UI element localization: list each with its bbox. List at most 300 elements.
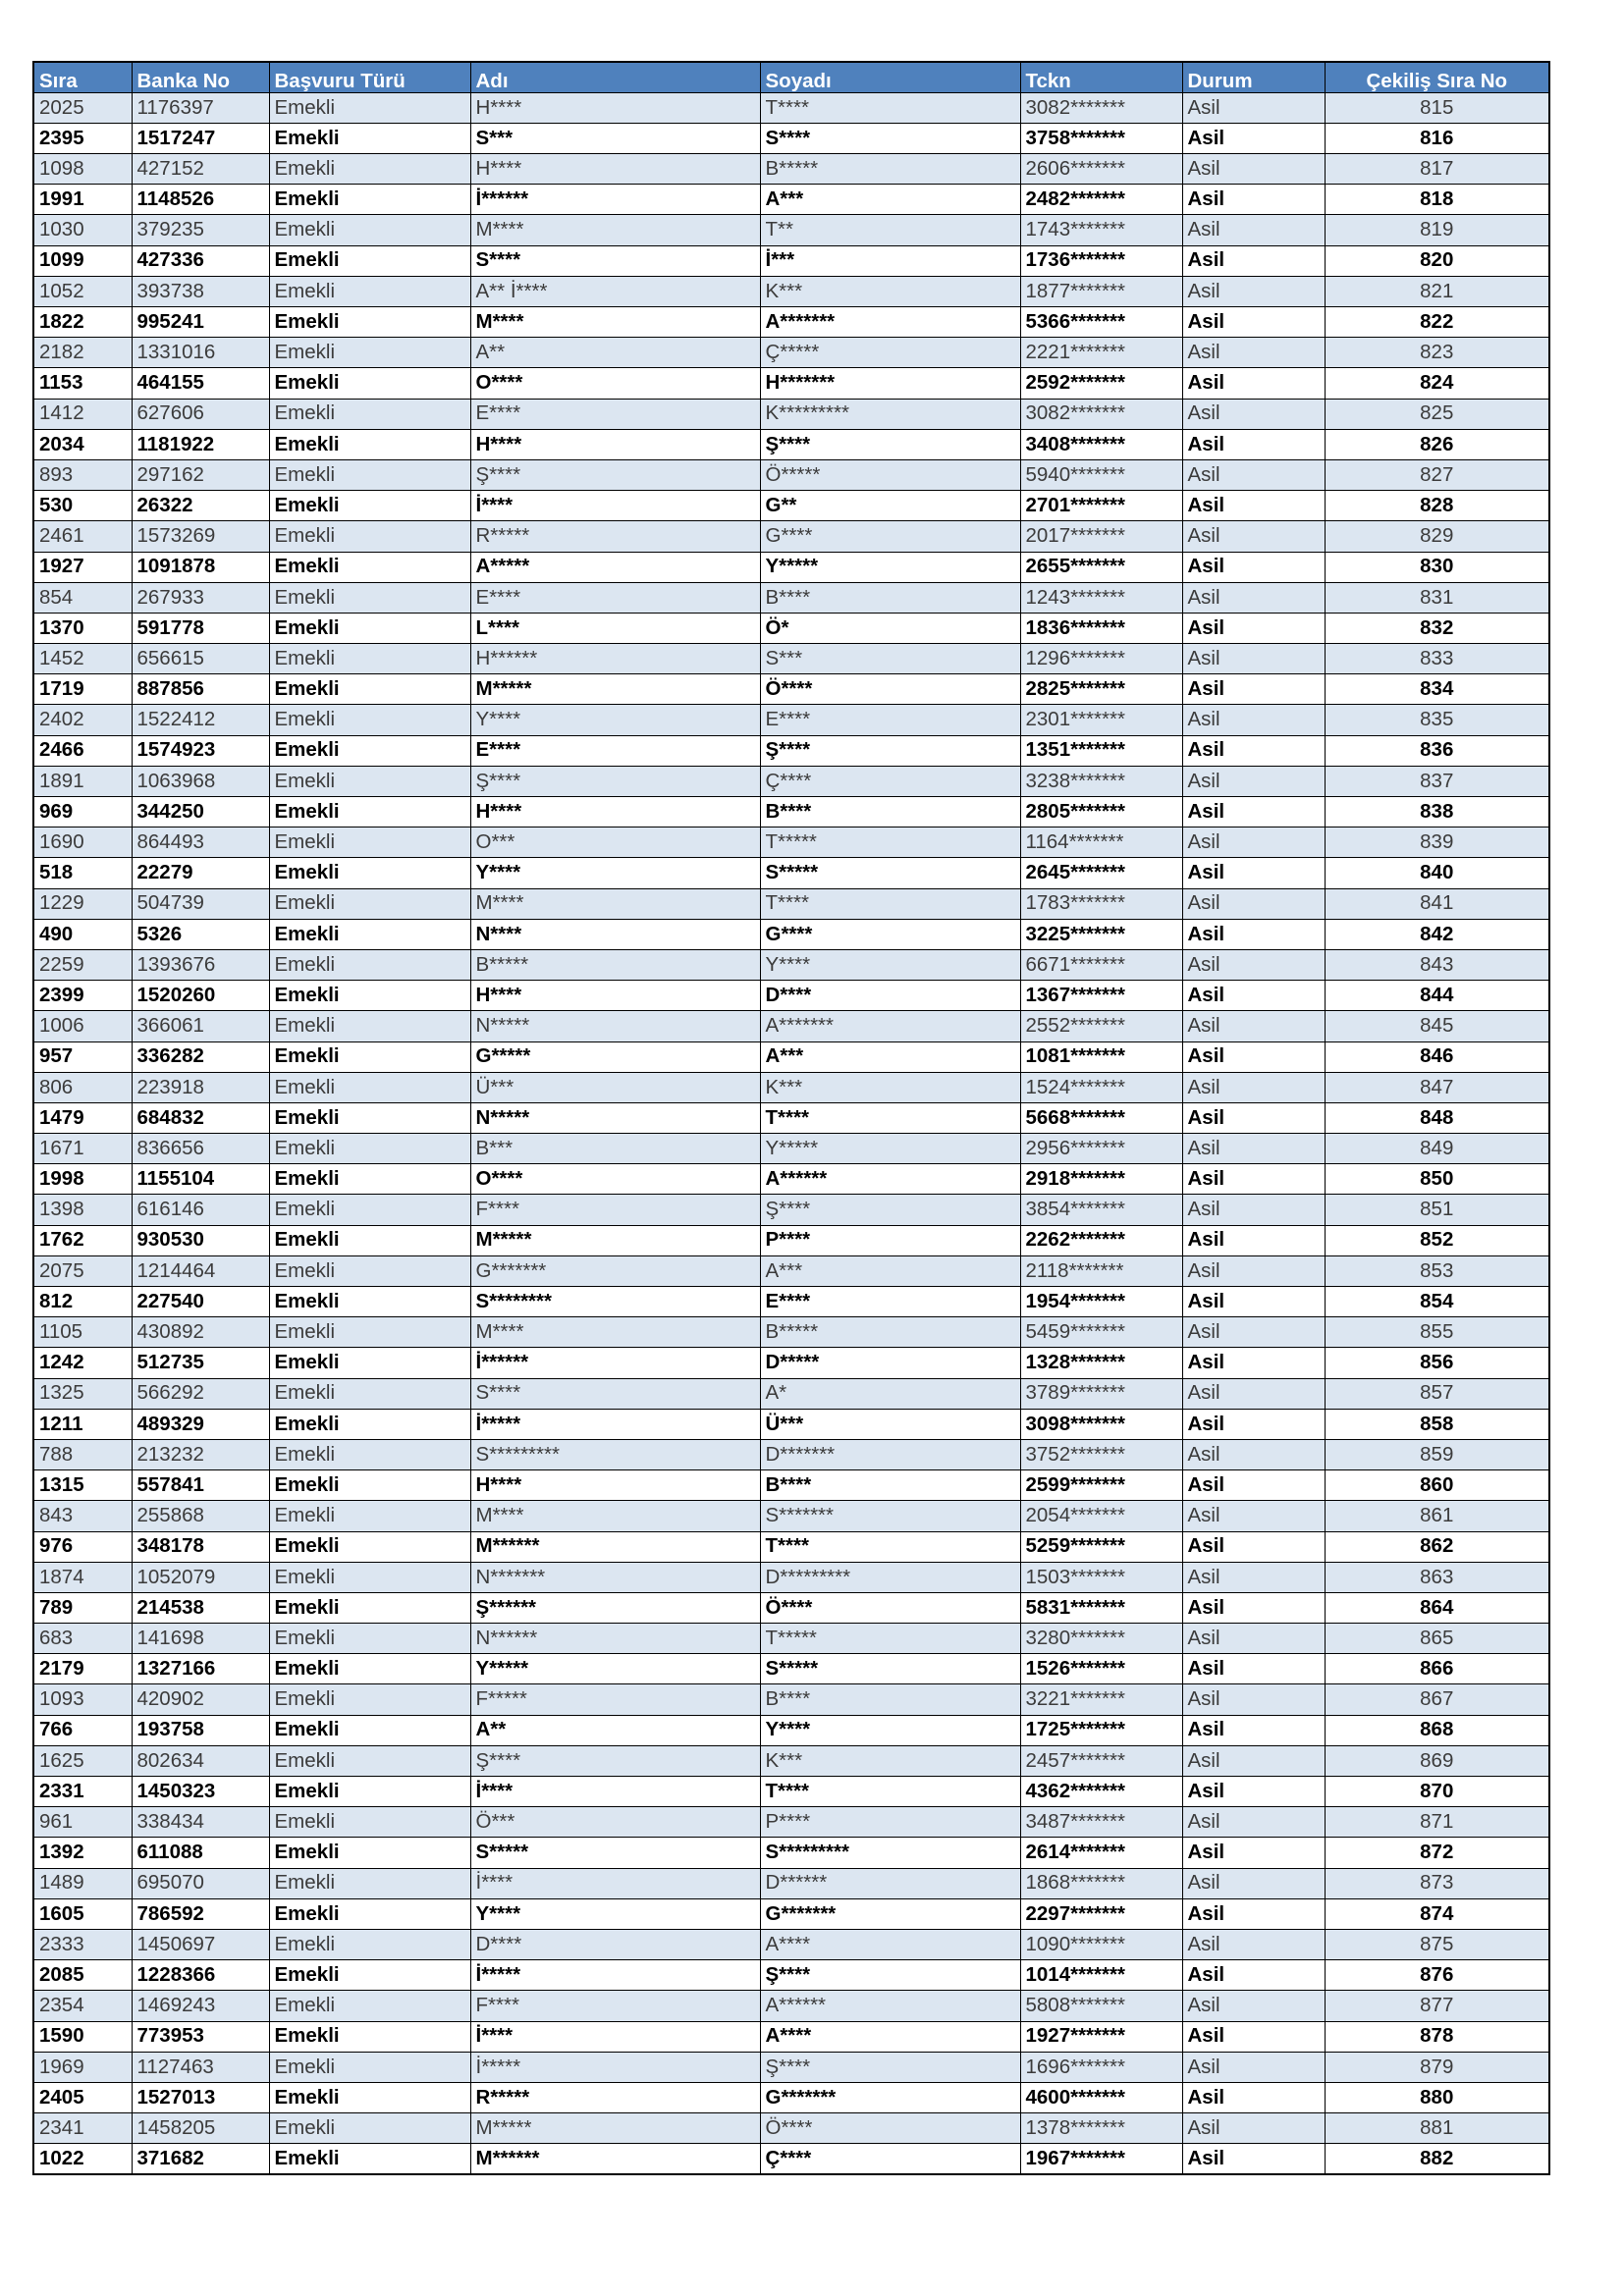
cell-soyadi: D***** — [760, 1348, 1020, 1378]
cell-banka_no: 26322 — [132, 491, 269, 521]
cell-sira: 1052 — [33, 276, 132, 306]
cell-sira: 1671 — [33, 1134, 132, 1164]
cell-durum: Asil — [1182, 399, 1325, 429]
cell-tckn: 5831******* — [1020, 1592, 1182, 1623]
cell-cekilis_sira_no: 822 — [1325, 307, 1549, 338]
cell-sira: 1489 — [33, 1868, 132, 1898]
cell-basvuru_turu: Emekli — [269, 1102, 470, 1133]
cell-sira: 2405 — [33, 2082, 132, 2112]
cell-banka_no: 1458205 — [132, 2113, 269, 2144]
cell-sira: 1022 — [33, 2144, 132, 2174]
cell-banka_no: 512735 — [132, 1348, 269, 1378]
cell-tckn: 1503******* — [1020, 1562, 1182, 1592]
cell-basvuru_turu: Emekli — [269, 888, 470, 919]
column-header-sira: Sıra — [33, 62, 132, 92]
cell-durum: Asil — [1182, 215, 1325, 245]
cell-sira: 1927 — [33, 552, 132, 582]
cell-basvuru_turu: Emekli — [269, 2021, 470, 2052]
cell-soyadi: Y**** — [760, 949, 1020, 980]
cell-soyadi: S***** — [760, 1654, 1020, 1684]
cell-soyadi: T***** — [760, 1624, 1020, 1654]
cell-banka_no: 22279 — [132, 858, 269, 888]
cell-basvuru_turu: Emekli — [269, 1624, 470, 1654]
cell-cekilis_sira_no: 828 — [1325, 491, 1549, 521]
cell-banka_no: 1148526 — [132, 185, 269, 215]
cell-soyadi: D******* — [760, 1439, 1020, 1469]
cell-tckn: 2118******* — [1020, 1255, 1182, 1286]
cell-sira: 1590 — [33, 2021, 132, 2052]
cell-tckn: 1783******* — [1020, 888, 1182, 919]
cell-durum: Asil — [1182, 858, 1325, 888]
cell-sira: 843 — [33, 1501, 132, 1531]
cell-adi: H**** — [470, 154, 760, 185]
cell-basvuru_turu: Emekli — [269, 429, 470, 459]
cell-soyadi: Ö***** — [760, 459, 1020, 490]
table-row — [33, 2113, 1549, 2144]
table-row — [33, 1991, 1549, 2021]
table-row — [33, 338, 1549, 368]
cell-banka_no: 1052079 — [132, 1562, 269, 1592]
cell-sira: 1625 — [33, 1745, 132, 1776]
cell-adi: F**** — [470, 1991, 760, 2021]
cell-sira: 1762 — [33, 1225, 132, 1255]
cell-sira: 961 — [33, 1807, 132, 1838]
cell-soyadi: T** — [760, 215, 1020, 245]
cell-soyadi: A* — [760, 1378, 1020, 1409]
cell-adi: N****** — [470, 1624, 760, 1654]
cell-basvuru_turu: Emekli — [269, 245, 470, 276]
cell-adi: S******** — [470, 1287, 760, 1317]
cell-soyadi: K*** — [760, 1745, 1020, 1776]
cell-tckn: 1328******* — [1020, 1348, 1182, 1378]
table-row — [33, 1684, 1549, 1715]
cell-sira: 1392 — [33, 1838, 132, 1868]
cell-cekilis_sira_no: 858 — [1325, 1409, 1549, 1439]
cell-durum: Asil — [1182, 1715, 1325, 1745]
cell-cekilis_sira_no: 831 — [1325, 582, 1549, 613]
table-row — [33, 1255, 1549, 1286]
cell-tckn: 3082******* — [1020, 92, 1182, 123]
cell-sira: 1229 — [33, 888, 132, 919]
cell-adi: M****** — [470, 2144, 760, 2174]
cell-sira: 1030 — [33, 215, 132, 245]
cell-banka_no: 464155 — [132, 368, 269, 399]
cell-banka_no: 489329 — [132, 1409, 269, 1439]
table-row — [33, 185, 1549, 215]
cell-durum: Asil — [1182, 1592, 1325, 1623]
cell-soyadi: İ*** — [760, 245, 1020, 276]
cell-durum: Asil — [1182, 1898, 1325, 1929]
cell-durum: Asil — [1182, 582, 1325, 613]
cell-adi: M**** — [470, 1501, 760, 1531]
cell-basvuru_turu: Emekli — [269, 766, 470, 796]
cell-banka_no: 267933 — [132, 582, 269, 613]
table-row — [33, 858, 1549, 888]
table-row — [33, 705, 1549, 735]
cell-banka_no: 1327166 — [132, 1654, 269, 1684]
table-row — [33, 1164, 1549, 1195]
cell-sira: 2466 — [33, 735, 132, 766]
cell-durum: Asil — [1182, 245, 1325, 276]
table-row — [33, 2082, 1549, 2112]
cell-durum: Asil — [1182, 1164, 1325, 1195]
cell-soyadi: A*** — [760, 1041, 1020, 1072]
table-row — [33, 1072, 1549, 1102]
cell-adi: S***** — [470, 1838, 760, 1868]
cell-banka_no: 344250 — [132, 797, 269, 828]
cell-tckn: 3854******* — [1020, 1195, 1182, 1225]
cell-tckn: 5940******* — [1020, 459, 1182, 490]
cell-banka_no: 297162 — [132, 459, 269, 490]
cell-adi: N***** — [470, 1102, 760, 1133]
cell-adi: İ***** — [470, 1960, 760, 1991]
cell-adi: Ü*** — [470, 1072, 760, 1102]
cell-sira: 1874 — [33, 1562, 132, 1592]
cell-basvuru_turu: Emekli — [269, 981, 470, 1011]
cell-banka_no: 393738 — [132, 276, 269, 306]
table-row — [33, 459, 1549, 490]
cell-adi: L**** — [470, 613, 760, 643]
cell-cekilis_sira_no: 815 — [1325, 92, 1549, 123]
cell-cekilis_sira_no: 857 — [1325, 1378, 1549, 1409]
cell-sira: 1315 — [33, 1470, 132, 1501]
table-row — [33, 1777, 1549, 1807]
cell-sira: 2395 — [33, 123, 132, 153]
cell-tckn: 2956******* — [1020, 1134, 1182, 1164]
cell-durum: Asil — [1182, 1011, 1325, 1041]
cell-adi: H**** — [470, 981, 760, 1011]
cell-sira: 490 — [33, 919, 132, 949]
cell-banka_no: 1573269 — [132, 521, 269, 552]
cell-sira: 1242 — [33, 1348, 132, 1378]
table-row — [33, 245, 1549, 276]
cell-soyadi: S*** — [760, 644, 1020, 674]
cell-sira: 1991 — [33, 185, 132, 215]
cell-sira: 2399 — [33, 981, 132, 1011]
cell-banka_no: 627606 — [132, 399, 269, 429]
cell-soyadi: A******* — [760, 1011, 1020, 1041]
cell-banka_no: 1393676 — [132, 949, 269, 980]
cell-basvuru_turu: Emekli — [269, 582, 470, 613]
cell-adi: İ**** — [470, 2021, 760, 2052]
cell-tckn: 3408******* — [1020, 429, 1182, 459]
cell-sira: 2182 — [33, 338, 132, 368]
cell-soyadi: A*** — [760, 1255, 1020, 1286]
cell-banka_no: 773953 — [132, 2021, 269, 2052]
cell-banka_no: 930530 — [132, 1225, 269, 1255]
cell-banka_no: 1450323 — [132, 1777, 269, 1807]
table-row — [33, 1592, 1549, 1623]
cell-banka_no: 1214464 — [132, 1255, 269, 1286]
cell-banka_no: 616146 — [132, 1195, 269, 1225]
cell-adi: A** — [470, 1715, 760, 1745]
cell-tckn: 1524******* — [1020, 1072, 1182, 1102]
cell-basvuru_turu: Emekli — [269, 2082, 470, 2112]
cell-durum: Asil — [1182, 1868, 1325, 1898]
cell-soyadi: G**** — [760, 521, 1020, 552]
cell-basvuru_turu: Emekli — [269, 1317, 470, 1348]
cell-tckn: 1378******* — [1020, 2113, 1182, 2144]
table-row — [33, 307, 1549, 338]
cell-soyadi: Ş**** — [760, 1195, 1020, 1225]
cell-soyadi: Ş**** — [760, 2052, 1020, 2082]
cell-basvuru_turu: Emekli — [269, 1164, 470, 1195]
cell-sira: 788 — [33, 1439, 132, 1469]
table-row — [33, 1011, 1549, 1041]
cell-tckn: 1526******* — [1020, 1654, 1182, 1684]
cell-tckn: 1736******* — [1020, 245, 1182, 276]
table-row — [33, 797, 1549, 828]
cell-durum: Asil — [1182, 185, 1325, 215]
table-row — [33, 123, 1549, 153]
cell-tckn: 4600******* — [1020, 2082, 1182, 2112]
cell-tckn: 5459******* — [1020, 1317, 1182, 1348]
cell-adi: A** İ**** — [470, 276, 760, 306]
cell-tckn: 3758******* — [1020, 123, 1182, 153]
cell-basvuru_turu: Emekli — [269, 1684, 470, 1715]
cell-durum: Asil — [1182, 123, 1325, 153]
cell-sira: 2341 — [33, 2113, 132, 2144]
cell-banka_no: 5326 — [132, 919, 269, 949]
cell-tckn: 3082******* — [1020, 399, 1182, 429]
cell-cekilis_sira_no: 829 — [1325, 521, 1549, 552]
cell-basvuru_turu: Emekli — [269, 1255, 470, 1286]
cell-tckn: 2482******* — [1020, 185, 1182, 215]
cell-tckn: 1877******* — [1020, 276, 1182, 306]
cell-cekilis_sira_no: 817 — [1325, 154, 1549, 185]
cell-banka_no: 611088 — [132, 1838, 269, 1868]
cell-banka_no: 338434 — [132, 1807, 269, 1838]
cell-cekilis_sira_no: 826 — [1325, 429, 1549, 459]
cell-adi: İ****** — [470, 185, 760, 215]
table-row — [33, 1225, 1549, 1255]
cell-tckn: 2655******* — [1020, 552, 1182, 582]
cell-adi: B*** — [470, 1134, 760, 1164]
cell-tckn: 2262******* — [1020, 1225, 1182, 1255]
cell-sira: 1398 — [33, 1195, 132, 1225]
cell-soyadi: P**** — [760, 1807, 1020, 1838]
cell-tckn: 1868******* — [1020, 1868, 1182, 1898]
table-row — [33, 582, 1549, 613]
cell-soyadi: B**** — [760, 582, 1020, 613]
cell-basvuru_turu: Emekli — [269, 368, 470, 399]
cell-cekilis_sira_no: 838 — [1325, 797, 1549, 828]
cell-basvuru_turu: Emekli — [269, 1470, 470, 1501]
cell-adi: S*** — [470, 123, 760, 153]
cell-cekilis_sira_no: 851 — [1325, 1195, 1549, 1225]
cell-soyadi: G**** — [760, 919, 1020, 949]
cell-cekilis_sira_no: 834 — [1325, 674, 1549, 705]
cell-tckn: 2457******* — [1020, 1745, 1182, 1776]
table-row — [33, 521, 1549, 552]
cell-cekilis_sira_no: 882 — [1325, 2144, 1549, 2174]
cell-sira: 1719 — [33, 674, 132, 705]
cell-durum: Asil — [1182, 1195, 1325, 1225]
cell-soyadi: Ş**** — [760, 429, 1020, 459]
cell-sira: 530 — [33, 491, 132, 521]
cell-banka_no: 430892 — [132, 1317, 269, 1348]
cell-adi: Ş****** — [470, 1592, 760, 1623]
table-row — [33, 552, 1549, 582]
cell-cekilis_sira_no: 819 — [1325, 215, 1549, 245]
cell-banka_no: 566292 — [132, 1378, 269, 1409]
column-header-banka_no: Banka No — [132, 62, 269, 92]
cell-cekilis_sira_no: 818 — [1325, 185, 1549, 215]
cell-sira: 2025 — [33, 92, 132, 123]
cell-durum: Asil — [1182, 735, 1325, 766]
cell-banka_no: 1517247 — [132, 123, 269, 153]
table-row — [33, 491, 1549, 521]
cell-cekilis_sira_no: 866 — [1325, 1654, 1549, 1684]
cell-tckn: 6671******* — [1020, 949, 1182, 980]
cell-tckn: 5668******* — [1020, 1102, 1182, 1133]
cell-soyadi: E**** — [760, 1287, 1020, 1317]
cell-tckn: 2054******* — [1020, 1501, 1182, 1531]
table-row — [33, 2052, 1549, 2082]
table-row — [33, 828, 1549, 858]
cell-basvuru_turu: Emekli — [269, 1378, 470, 1409]
cell-sira: 1093 — [33, 1684, 132, 1715]
cell-basvuru_turu: Emekli — [269, 949, 470, 980]
cell-basvuru_turu: Emekli — [269, 1777, 470, 1807]
table-row — [33, 949, 1549, 980]
cell-tckn: 3098******* — [1020, 1409, 1182, 1439]
cell-durum: Asil — [1182, 1255, 1325, 1286]
cell-soyadi: E**** — [760, 705, 1020, 735]
cell-tckn: 2552******* — [1020, 1011, 1182, 1041]
cell-soyadi: G******* — [760, 2082, 1020, 2112]
cell-soyadi: B***** — [760, 154, 1020, 185]
cell-tckn: 2221******* — [1020, 338, 1182, 368]
cell-durum: Asil — [1182, 552, 1325, 582]
cell-cekilis_sira_no: 870 — [1325, 1777, 1549, 1807]
cell-basvuru_turu: Emekli — [269, 1654, 470, 1684]
cell-cekilis_sira_no: 841 — [1325, 888, 1549, 919]
cell-tckn: 5808******* — [1020, 1991, 1182, 2021]
cell-banka_no: 591778 — [132, 613, 269, 643]
cell-basvuru_turu: Emekli — [269, 735, 470, 766]
cell-durum: Asil — [1182, 766, 1325, 796]
table-row — [33, 644, 1549, 674]
cell-sira: 2354 — [33, 1991, 132, 2021]
cell-sira: 1605 — [33, 1898, 132, 1929]
cell-sira: 2402 — [33, 705, 132, 735]
cell-adi: F***** — [470, 1684, 760, 1715]
cell-banka_no: 214538 — [132, 1592, 269, 1623]
cell-tckn: 3487******* — [1020, 1807, 1182, 1838]
cell-sira: 766 — [33, 1715, 132, 1745]
cell-cekilis_sira_no: 869 — [1325, 1745, 1549, 1776]
cell-banka_no: 1574923 — [132, 735, 269, 766]
cell-banka_no: 1331016 — [132, 338, 269, 368]
cell-banka_no: 802634 — [132, 1745, 269, 1776]
cell-basvuru_turu: Emekli — [269, 1592, 470, 1623]
cell-sira: 893 — [33, 459, 132, 490]
cell-soyadi: T**** — [760, 92, 1020, 123]
cell-soyadi: D****** — [760, 1868, 1020, 1898]
table-row — [33, 1348, 1549, 1378]
cell-tckn: 1367******* — [1020, 981, 1182, 1011]
cell-basvuru_turu: Emekli — [269, 1838, 470, 1868]
cell-durum: Asil — [1182, 2052, 1325, 2082]
cell-cekilis_sira_no: 839 — [1325, 828, 1549, 858]
cell-sira: 1325 — [33, 1378, 132, 1409]
cell-cekilis_sira_no: 836 — [1325, 735, 1549, 766]
cell-basvuru_turu: Emekli — [269, 491, 470, 521]
cell-basvuru_turu: Emekli — [269, 1409, 470, 1439]
cell-basvuru_turu: Emekli — [269, 185, 470, 215]
cell-adi: Ö*** — [470, 1807, 760, 1838]
cell-sira: 1105 — [33, 1317, 132, 1348]
cell-adi: İ**** — [470, 1777, 760, 1807]
cell-basvuru_turu: Emekli — [269, 1898, 470, 1929]
cell-basvuru_turu: Emekli — [269, 92, 470, 123]
cell-cekilis_sira_no: 821 — [1325, 276, 1549, 306]
cell-cekilis_sira_no: 816 — [1325, 123, 1549, 153]
cell-banka_no: 348178 — [132, 1531, 269, 1562]
cell-soyadi: Y***** — [760, 552, 1020, 582]
cell-basvuru_turu: Emekli — [269, 2052, 470, 2082]
cell-tckn: 1954******* — [1020, 1287, 1182, 1317]
cell-basvuru_turu: Emekli — [269, 276, 470, 306]
cell-banka_no: 371682 — [132, 2144, 269, 2174]
cell-sira: 1452 — [33, 644, 132, 674]
cell-sira: 1822 — [33, 307, 132, 338]
cell-sira: 1211 — [33, 1409, 132, 1439]
cell-tckn: 2017******* — [1020, 521, 1182, 552]
cell-adi: M**** — [470, 215, 760, 245]
cell-soyadi: G******* — [760, 1898, 1020, 1929]
cell-tckn: 1014******* — [1020, 1960, 1182, 1991]
cell-basvuru_turu: Emekli — [269, 338, 470, 368]
cell-basvuru_turu: Emekli — [269, 1439, 470, 1469]
column-header-tckn: Tckn — [1020, 62, 1182, 92]
cell-cekilis_sira_no: 846 — [1325, 1041, 1549, 1072]
table-row — [33, 981, 1549, 1011]
cell-basvuru_turu: Emekli — [269, 154, 470, 185]
cell-basvuru_turu: Emekli — [269, 674, 470, 705]
cell-banka_no: 864493 — [132, 828, 269, 858]
cell-cekilis_sira_no: 865 — [1325, 1624, 1549, 1654]
table-row — [33, 1838, 1549, 1868]
cell-banka_no: 379235 — [132, 215, 269, 245]
cell-tckn: 3225******* — [1020, 919, 1182, 949]
cell-sira: 957 — [33, 1041, 132, 1072]
cell-banka_no: 504739 — [132, 888, 269, 919]
cell-adi: A** — [470, 338, 760, 368]
cell-durum: Asil — [1182, 949, 1325, 980]
cell-cekilis_sira_no: 833 — [1325, 644, 1549, 674]
cell-basvuru_turu: Emekli — [269, 1072, 470, 1102]
cell-tckn: 3221******* — [1020, 1684, 1182, 1715]
cell-banka_no: 1520260 — [132, 981, 269, 1011]
cell-adi: N******* — [470, 1562, 760, 1592]
cell-soyadi: S********* — [760, 1838, 1020, 1868]
cell-soyadi: T**** — [760, 1531, 1020, 1562]
cell-tckn: 1967******* — [1020, 2144, 1182, 2174]
cell-tckn: 3238******* — [1020, 766, 1182, 796]
cell-basvuru_turu: Emekli — [269, 521, 470, 552]
cell-banka_no: 141698 — [132, 1624, 269, 1654]
cell-basvuru_turu: Emekli — [269, 2144, 470, 2174]
cell-banka_no: 193758 — [132, 1715, 269, 1745]
cell-basvuru_turu: Emekli — [269, 1562, 470, 1592]
cell-soyadi: D********* — [760, 1562, 1020, 1592]
cell-banka_no: 213232 — [132, 1439, 269, 1469]
cell-durum: Asil — [1182, 92, 1325, 123]
cell-soyadi: G** — [760, 491, 1020, 521]
table-row — [33, 1531, 1549, 1562]
